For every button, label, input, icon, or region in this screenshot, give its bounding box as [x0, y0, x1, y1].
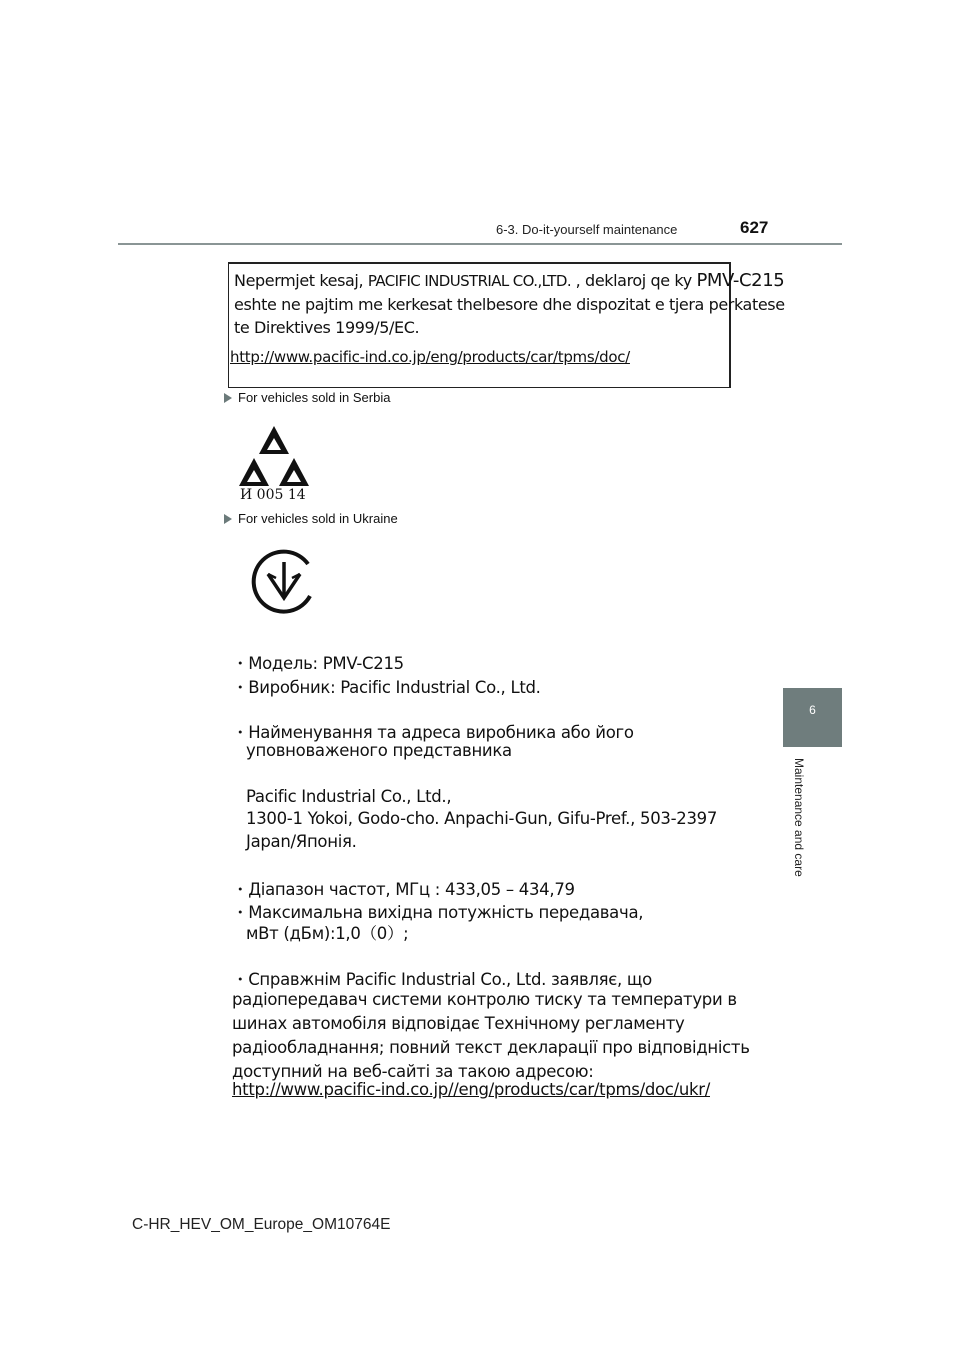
chapter-tab [783, 688, 842, 747]
ukraine-declaration-line-3: шинах автомобіля відповідає Технічному регламенту [232, 1014, 685, 1033]
serbia-conformity-mark-icon [236, 424, 312, 488]
ukraine-declaration-line-1: ・Справжнім Pacific Industrial Co., Ltd. заявляє, що [232, 970, 652, 989]
triangle-bullet-icon [224, 514, 232, 524]
section-title: 6-3. Do-it-yourself maintenance [496, 222, 678, 237]
ukraine-max-power-value: мВт (дБм):1,0（0）; [246, 924, 409, 943]
ukraine-declaration-line-4: радіообладнання; повний текст декларації про відповідність [232, 1038, 750, 1057]
ukraine-max-power: ・Максимальна вихідна потужність передавача, [232, 903, 644, 922]
ukraine-model: ・Модель: PMV-C215 [232, 654, 404, 673]
declaration-url[interactable]: http://www.pacific-ind.co.jp/eng/products/car/tpms/doc/ [230, 348, 630, 366]
declaration-line-1: Nepermjet kesaj, PACIFIC INDUSTRIAL CO.,LTD. , deklaroj qe ky PMV-C215 [234, 270, 785, 291]
header-divider [118, 243, 842, 245]
ukraine-declaration-url[interactable]: http://www.pacific-ind.co.jp//eng/products/car/tpms/doc/ukr/ [232, 1080, 710, 1099]
ukraine-address-company: Pacific Industrial Co., Ltd., [246, 787, 452, 806]
ukraine-address-street: 1300-1 Yokoi, Godo-cho. Anpachi-Gun, Gifu-Pref., 503-2397 [246, 809, 718, 828]
ukraine-representative-heading-cont: уповноваженого представника [246, 741, 512, 760]
page-number: 627 [740, 218, 769, 237]
ukraine-declaration-line-2: радіопередавач системи контролю тиску та температури в [232, 990, 737, 1009]
ukraine-declaration-line-5: доступний на веб-сайті за такою адресою: [232, 1062, 594, 1081]
triangle-bullet-icon [224, 393, 232, 403]
ukraine-heading: For vehicles sold in Ukraine [224, 511, 398, 526]
ukraine-frequency-range: ・Діапазон частот, МГц : 433,05 – 434,79 [232, 880, 575, 899]
document-code: C-HR_HEV_OM_Europe_OM10764E [132, 1216, 391, 1233]
ukraine-manufacturer: ・Виробник: Pacific Industrial Co., Ltd. [232, 678, 541, 697]
declaration-line-2: eshte ne pajtim me kerkesat thelbesore dhe dispozitat e tjera perkatese [234, 295, 785, 314]
ukraine-address-country: Japan/Японія. [246, 832, 357, 851]
chapter-number: 6 [809, 703, 816, 717]
ukraine-representative-heading: ・Найменування та адреса виробника або його [232, 723, 634, 742]
serbia-mark-code: И 005 14 [240, 487, 306, 503]
declaration-line-3: te Direktives 1999/5/EC. [234, 318, 420, 337]
serbia-heading: For vehicles sold in Serbia [224, 390, 390, 405]
chapter-title: Maintenance and care [792, 758, 806, 877]
ukraine-conformity-mark-icon [246, 548, 318, 614]
